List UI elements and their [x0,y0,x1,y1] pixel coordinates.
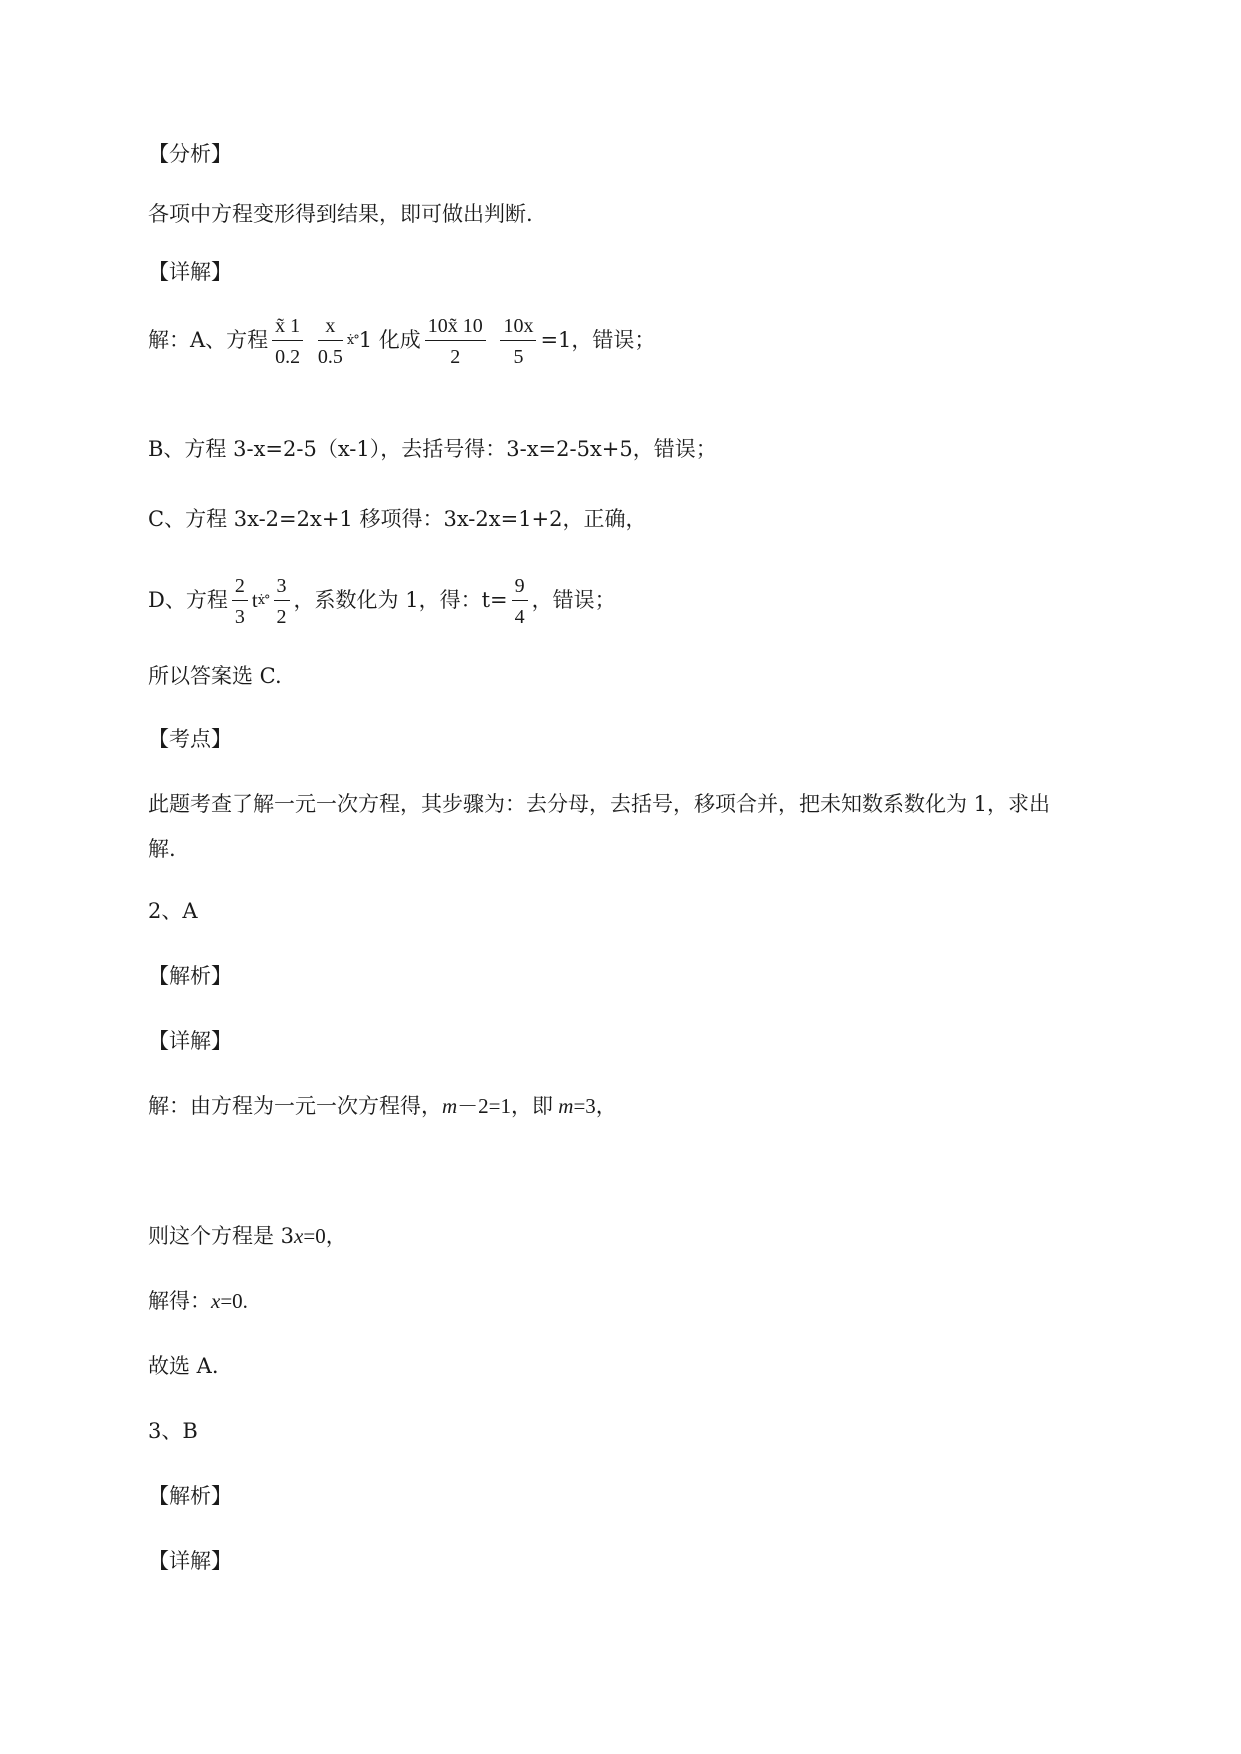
fraction: $\frac{x}{0.5}$ [317,315,343,368]
garbled-symbol: ẋ° [257,593,270,608]
question-2-jiexi: 【解析】 [148,964,232,988]
line-a-suffix: =1，错误； [540,328,656,352]
question-2-line-4: 故选 A. [148,1354,219,1378]
detail-heading: 【详解】 [148,260,232,284]
kaodian-text-2: 解. [148,837,176,861]
line-d-suffix: ，错误； [531,588,616,612]
line-a-prefix: 解：A、方程 [148,328,269,352]
fraction: $\frac{x̃ 1}{0.2}$ [272,314,303,369]
solution-line-b: B、方程 3-x=2-5（x-1），去括号得：3-x=2-5x+5，错误； [148,437,717,461]
kaodian-heading: 【考点】 [148,727,232,751]
question-3-jiexi: 【解析】 [148,1484,232,1508]
question-3-detail: 【详解】 [148,1549,232,1573]
solution-line-d [148,570,616,631]
question-2-line-3: 解得：x=0. [148,1289,248,1313]
fraction: $\frac{10x̃ 10}{2}$ [425,314,486,369]
fraction: $\frac{2}{3}$ [232,574,248,629]
solution-line-c: C、方程 3x-2=2x+1 移项得：3x-2x=1+2，正确， [148,507,647,531]
fraction: $\frac{9}{4}$ [512,574,528,629]
analysis-heading: 【分析】 [148,142,232,166]
question-2-line-1: 解：由方程为一元一次方程得，m－2=1，即 m=3， [148,1094,617,1118]
fraction: $\frac{10x}{5}$ [500,314,536,369]
garbled-symbol: ẋ° [346,333,359,348]
analysis-text: 各项中方程变形得到结果，即可做出判断. [148,202,533,226]
line-d-prefix: D、方程 [148,588,228,612]
fraction: $\frac{3}{2}$ [274,574,290,629]
line-a-mid: 1 化成 [358,328,421,352]
question-2-label: 2、A [148,899,198,923]
kaodian-text-1: 此题考查了解一元一次方程，其步骤为：去分母，去括号，移项合并，把未知数系数化为 1，求出 [148,792,1051,816]
line-d-mid: ，系数化为 1，得：t= [293,588,508,612]
question-2-detail: 【详解】 [148,1029,232,1053]
solution-line-a [148,310,655,371]
question-3-label: 3、B [148,1419,198,1443]
line-d-var: t [251,588,258,612]
conclusion-text: 所以答案选 C. [148,664,282,688]
question-2-line-2: 则这个方程是 3x=0， [148,1224,347,1248]
